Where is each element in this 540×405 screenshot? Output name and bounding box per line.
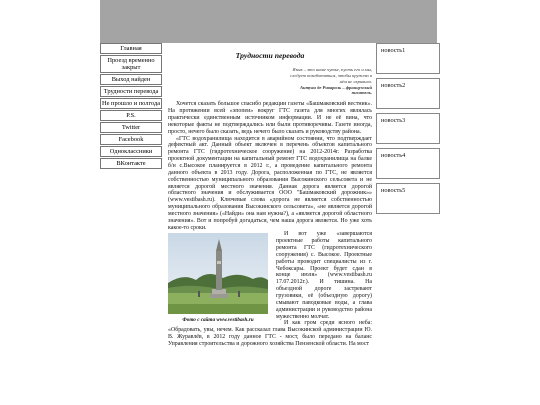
header-banner <box>100 0 437 43</box>
nav-item-home[interactable]: Главная <box>100 43 162 54</box>
news-sidebar <box>376 43 440 218</box>
monument-photo <box>168 233 268 314</box>
article-figure <box>168 233 268 323</box>
news-item-4[interactable]: новость4 <box>376 148 440 179</box>
news-item-3[interactable]: новость3 <box>376 113 440 144</box>
article-paragraph-1: Хочется сказать большое спасибо редакции газеты «Башмаковский вестник». На протяжении всей «эпопеи» вокруг ГТС газета для многих являлась практически единственным источником информации. И не её вина, что некоторые факты не подтверждались или были противоречивы. Газете иногда, просто, нечего было сказать, ведь нечего было сказать и руководству района. <box>168 101 372 135</box>
nav-item-ps[interactable]: P.S. <box>100 110 162 121</box>
nav-item-twitter[interactable]: Twitter <box>100 122 162 133</box>
nav-item-exit-found[interactable]: Выход найден <box>100 74 162 85</box>
nav-item-vkontakte[interactable]: ВКонтакте <box>100 158 162 169</box>
article <box>168 49 372 348</box>
news-item-5[interactable]: новость5 <box>376 183 440 214</box>
photo-caption: Фото с сайта www.vestibash.ru <box>182 317 254 324</box>
epigraph-author: Антуан де Ривароль – французский писатель. <box>299 84 372 96</box>
article-paragraph-2: «ГТС водохранилища находится в аварийном состоянии, что подтверждает дефектный акт. Данный объект включен в перечень объектов капитального ремонта ГТС (гидротехническое сооружение) на 2012-2014г. Разработка проектной документации на капитальный ремонт ГТС водохранилища на балке б/н с.Высокое планируется в 2012 г., а проведение капитального ремонта данного объекта в 2013 году. Дорога, расположенная по ГТС, не является собственностью муниципального образования Высокинского сельсовета и не является дорогой местного значения. Данная дорога является дорогой областного значения и обслуживается ООО "Башмаковский дорожник»» (www.vestibash.ru). Ключевые слова «дорога не является собственностью муниципального образования Высокинского сельсовета», «не является дорогой местного значения» («Найди» она нам нужна?), а «является дорогой областного значения». Вот и попробуй догадаться, чем наша дорога является. Но уже хоть какое-то сроки. <box>168 135 372 231</box>
news-item-1[interactable]: новость1 <box>376 43 440 74</box>
nav-item-odnoklassniki[interactable]: Одноклассники <box>100 146 162 157</box>
article-paragraph-4: И как гром среди ясного неба: «Обрадовать, увы, нечем. Как рассказал глава Высокинской администрации Ю. В. Журавлёв, в 2012 году данное ГТС - мост, было передано на баланс Управления строительства и дорожного хозяйства Пензенской области. На мост <box>168 320 372 347</box>
nav-item-facebook[interactable]: Facebook <box>100 134 162 145</box>
nav-item-half-year[interactable]: Не прошло и полгода <box>101 100 161 107</box>
nav-item-translation[interactable]: Трудности перевода <box>100 86 162 97</box>
epigraph-text: Язык – это наше чутье, пусть его и мы, следует позаботиться, чтобы кружево в нём не скривили. <box>290 66 372 84</box>
news-item-2[interactable]: новость2 <box>376 78 440 109</box>
article-paragraph-3: И вот уже «завершаются проектные работы капитального ремонта ГТС (гидротехнического сооружения) с. Высокое. Проектные работы проводит специалисты из г. Чебоксары. Проект будет сдан в конце июля» (www.vestibash.ru 17.07.2012г.). И тишина. На объездной дороге застревают грузовики, её (объездную дорогу) смывают паводковые воды, а глава администрации и руководство района мужественно молчат. <box>276 231 372 320</box>
article-title: Трудности перевода <box>235 51 305 60</box>
nav-item-closed[interactable]: Проезд временно закрыт <box>100 55 162 73</box>
left-nav-menu <box>100 43 162 170</box>
epigraph <box>168 67 372 97</box>
